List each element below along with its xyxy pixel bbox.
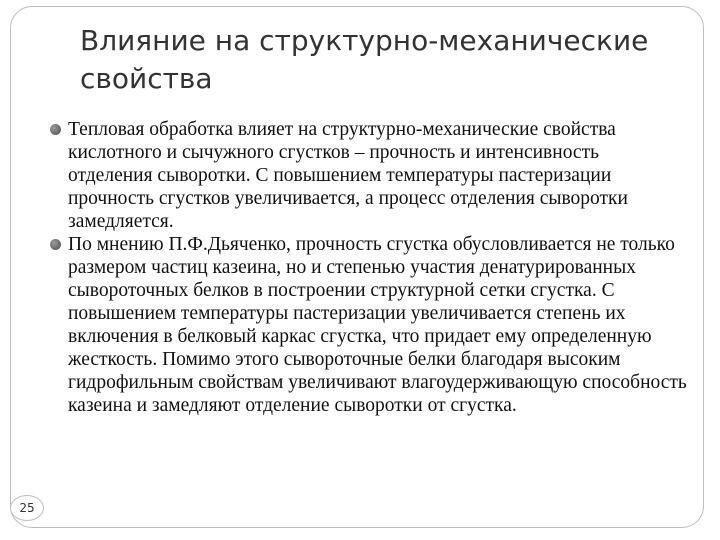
bullet-item: [48, 118, 688, 233]
bullet-dot-icon: [50, 124, 61, 135]
bullet-list: [48, 118, 688, 417]
slide-title: Влияние на структурно-механические свойства: [80, 24, 649, 95]
slide-number: 25: [10, 495, 44, 521]
bullet-text: Тепловая обработка влияет на структурно-механические свойства кислотного и сычужного сгустков – прочность и интенсивность отделения сыворотки. С повышением температуры пастеризации прочность сгустков увеличивается, а процесс отделения сыворотки замедляется.: [68, 119, 628, 232]
bullet-text: По мнению П.Ф.Дьяченко, прочность сгустка обусловливается не только размером частиц казеина, но и степенью участия денатурированных сывороточных белков в построении структурной сетки сгустка. С повышением температуры пастеризации увеличивается степень их включения в белковый каркас сгустка, что придает ему определенную жесткость. Помимо этого сывороточные белки благодаря высоким гидрофильным свойствам увеличивают влагоудерживающую способность казеина и замедляют отделение сыворотки от сгустка.: [68, 234, 687, 416]
bullet-dot-icon: [50, 239, 61, 250]
bullet-item: [48, 233, 688, 417]
